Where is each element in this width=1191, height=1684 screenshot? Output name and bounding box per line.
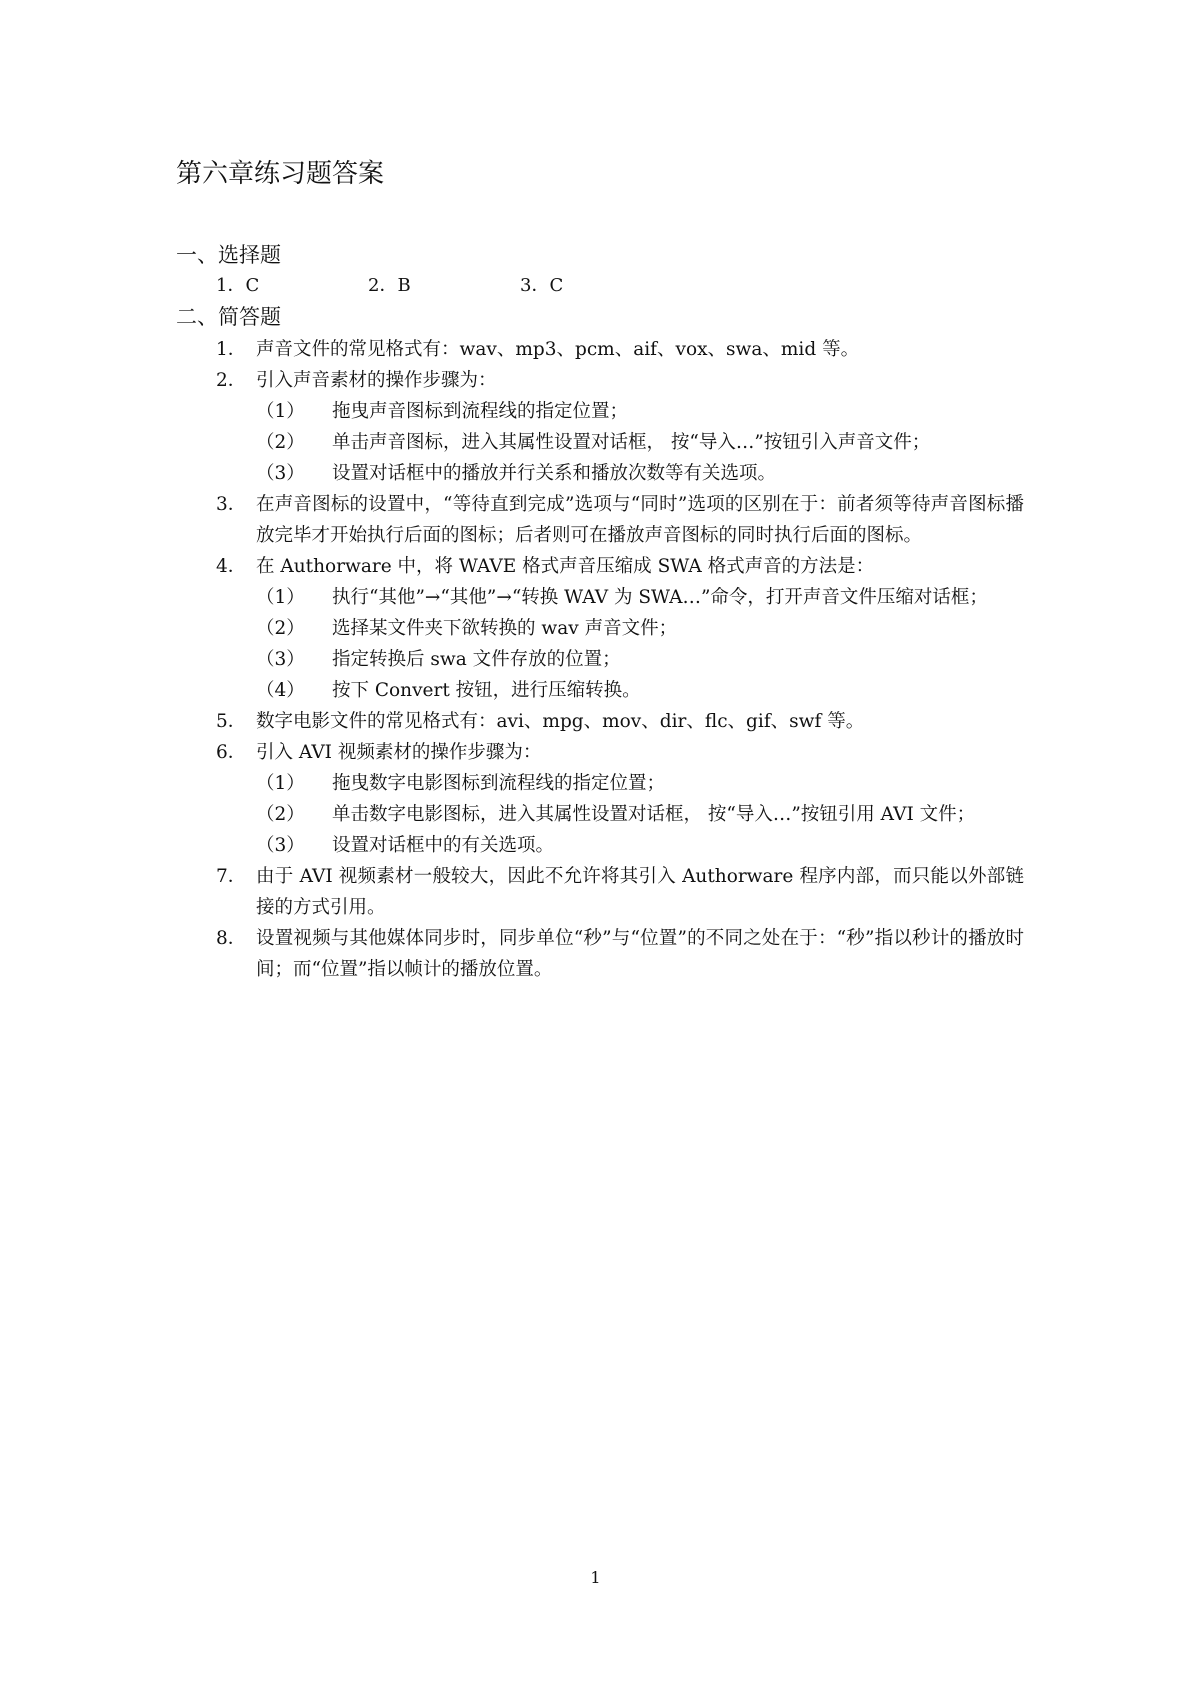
answer-item [216,551,1024,582]
step-number: （4） [256,680,305,701]
answer-number: 8． [216,928,247,949]
answer-number: 1． [216,339,247,360]
answer-number: 6． [216,742,247,763]
answer-content [256,706,1024,737]
step-number: （3） [256,649,305,670]
step-indent [216,830,256,861]
short-answer-list [216,334,1024,985]
answer-text: 设置视频与其他媒体同步时，同步单位“秒”与“位置”的不同之处在于：“秒”指以秒计的播放时间；而“位置”指以帧计的播放位置。 [256,928,1024,980]
answer-step [216,458,1024,489]
answer-text: 由于 AVI 视频素材一般较大，因此不允许将其引入 Authorware 程序内部，而只能以外部链接的方式引用。 [256,866,1024,918]
answer-text: 引入 AVI 视频素材的操作步骤为： [256,742,542,763]
answer-step [216,613,1024,644]
answer-item [216,334,1024,365]
step-text: 设置对话框中的播放并行关系和播放次数等有关选项。 [332,463,777,484]
step-text: 选择某文件夹下欲转换的 wav 声音文件； [332,618,678,639]
answer-item [216,861,1024,923]
step-number: （2） [256,804,305,825]
answer-content [256,551,1024,582]
step-indent [216,644,256,675]
answer-item [216,923,1024,985]
section-heading-short-answer: 二、简答题 [176,305,281,329]
step-indent [216,613,256,644]
answer-number: 2． [216,370,247,391]
step-number: （2） [256,618,305,639]
step-number: （2） [256,432,305,453]
step-indent [216,396,256,427]
answer-text: 引入声音素材的操作步骤为： [256,370,497,391]
answer-step [216,799,1024,830]
answer-content [256,923,1024,985]
answer-content [256,737,1024,768]
step-number: （1） [256,401,305,422]
answer-number: 5． [216,711,247,732]
page-title: 第六章练习题答案 [176,159,385,189]
step-text: 拖曳声音图标到流程线的指定位置； [332,401,629,422]
answer-step [216,830,1024,861]
answer-content [256,365,1024,396]
answer-content [256,334,1024,365]
mc-answer-1: 1．C [216,275,260,296]
step-text: 单击数字电影图标，进入其属性设置对话框， 按“导入…”按钮引用 AVI 文件； [332,804,976,825]
step-number: （3） [256,463,305,484]
answer-text: 在声音图标的设置中，“等待直到完成”选项与“同时”选项的区别在于：前者须等待声音图标播放完毕才开始执行后面的图标；后者则可在播放声音图标的同时执行后面的图标。 [256,494,1024,546]
mc-answer-3: 3．C [520,275,564,296]
answer-text: 数字电影文件的常见格式有：avi、mpg、mov、dir、flc、gif、swf 等。 [256,711,865,732]
answer-step [216,582,1024,613]
step-text: 指定转换后 swa 文件存放的位置； [332,649,621,670]
answer-step [216,768,1024,799]
answer-content [256,489,1024,551]
step-text: 拖曳数字电影图标到流程线的指定位置； [332,773,666,794]
answer-item [216,706,1024,737]
answer-step [216,427,1024,458]
answer-number: 4． [216,556,247,577]
answer-text: 在 Authorware 中，将 WAVE 格式声音压缩成 SWA 格式声音的方法是： [256,556,875,577]
step-indent [216,582,256,613]
step-indent [216,458,256,489]
page-number: 1 [590,1568,601,1587]
answer-item [216,737,1024,768]
mc-answer-2: 2．B [368,275,411,296]
answer-item [216,365,1024,396]
step-text: 单击声音图标，进入其属性设置对话框， 按“导入…”按钮引入声音文件； [332,432,931,453]
section-heading-multiple-choice: 一、选择题 [176,243,281,267]
step-text: 设置对话框中的有关选项。 [332,835,555,856]
answer-step [216,675,1024,706]
answer-text: 声音文件的常见格式有：wav、mp3、pcm、aif、vox、swa、mid 等。 [256,339,860,360]
step-number: （3） [256,835,305,856]
answer-number: 3． [216,494,247,515]
answer-step [216,644,1024,675]
answer-item [216,489,1024,551]
step-indent [216,799,256,830]
step-number: （1） [256,773,305,794]
step-text: 按下 Convert 按钮，进行压缩转换。 [332,680,641,701]
answer-content [256,861,1024,923]
step-indent [216,768,256,799]
answer-number: 7． [216,866,247,887]
step-indent [216,427,256,458]
step-indent [216,675,256,706]
answer-step [216,396,1024,427]
step-text: 执行“其他”→“其他”→“转换 WAV 为 SWA…”命令，打开声音文件压缩对话框； [332,587,988,608]
step-number: （1） [256,587,305,608]
